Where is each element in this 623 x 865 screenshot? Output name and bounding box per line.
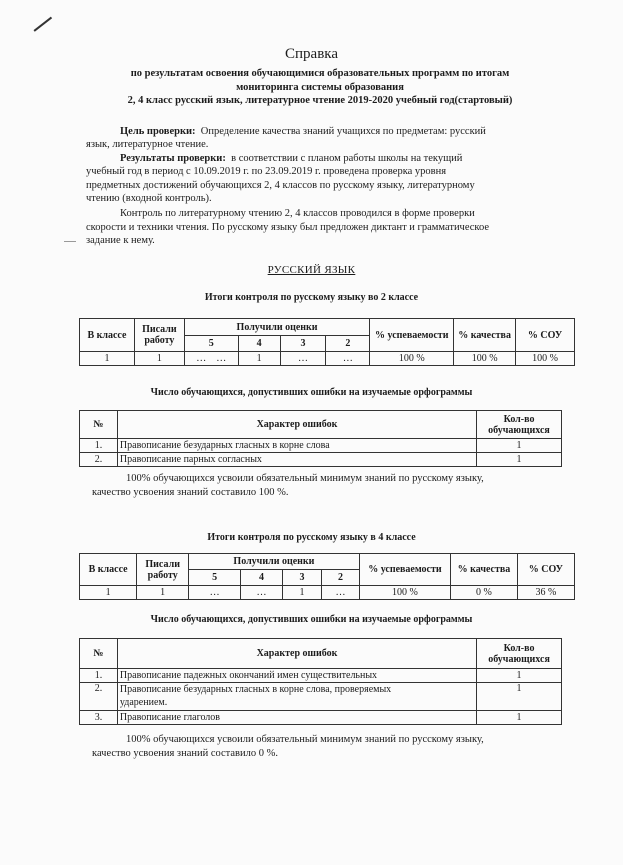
- col-success: % успеваемости: [370, 319, 454, 352]
- col-grade-3: 3: [280, 336, 326, 352]
- col-type: Характер ошибок: [117, 639, 476, 669]
- cell: 1: [477, 683, 562, 711]
- cell: …: [322, 586, 359, 600]
- cell: 1: [477, 453, 562, 467]
- col-type: Характер ошибок: [117, 411, 476, 439]
- control-paragraph: [86, 207, 489, 248]
- grade2-caption: Итоги контроля по русскому языку во 2 классе: [204, 292, 419, 303]
- col-class: В классе: [80, 319, 135, 352]
- grade4-results-table: [79, 553, 575, 600]
- table-row: [80, 683, 562, 711]
- grade2-errors-caption: Число обучающихся, допустивших ошибки на изучаемые орфограммы: [150, 387, 473, 398]
- cell-part: …: [196, 353, 207, 364]
- col-quality: % качества: [454, 319, 516, 352]
- col-num: №: [80, 411, 118, 439]
- subtitle-line: мониторинга системы образования: [236, 81, 404, 93]
- col-grades: Получили оценки: [184, 319, 369, 336]
- cell: 3.: [80, 711, 118, 725]
- col-sou: % СОУ: [516, 319, 575, 352]
- summary-line: качество усвоения знаний составило 100 %.: [92, 486, 289, 498]
- summary-line: 100% обучающихся усвоили обязательный минимум знаний по русскому языку,: [126, 473, 484, 484]
- cell: 1: [137, 586, 189, 600]
- grade2-summary: [92, 472, 484, 499]
- results-text-line: чтению (входной контроль).: [86, 193, 212, 204]
- table-row: [80, 669, 562, 683]
- table-row: [80, 711, 562, 725]
- header-row: [80, 319, 575, 336]
- cell: 0 %: [451, 586, 518, 600]
- control-text-line: задание к нему.: [86, 235, 155, 246]
- col-grade-4: 4: [241, 570, 283, 586]
- col-grade-5: 5: [184, 336, 238, 352]
- col-grade-4: 4: [238, 336, 280, 352]
- col-wrote: Писали работу: [137, 554, 189, 586]
- cell: 2.: [80, 453, 118, 467]
- col-grade-2: 2: [326, 336, 370, 352]
- cell: 1.: [80, 439, 118, 453]
- results-label: Результаты проверки:: [120, 153, 226, 164]
- control-text-line: Контроль по литературному чтению 2, 4 классов проводился в форме проверки: [120, 208, 475, 219]
- cell: 2.: [80, 683, 118, 711]
- col-wrote: Писали работу: [134, 319, 184, 352]
- goal-text: Определение качества знаний учащихся по предметам: русский: [200, 126, 486, 137]
- grade4-summary: [92, 733, 484, 760]
- col-count: Кол-во обучающихся: [477, 639, 562, 669]
- header-row: [80, 554, 575, 570]
- cell: 36 %: [517, 586, 574, 600]
- col-quality: % качества: [451, 554, 518, 586]
- grade4-errors-table: [79, 638, 562, 725]
- table-row: [80, 352, 575, 366]
- table-row: [80, 586, 575, 600]
- cell: 100 %: [454, 352, 516, 366]
- cell: Правописание падежных окончаний имен существительных: [117, 669, 476, 683]
- pen-mark: [34, 17, 52, 32]
- cell: 100 %: [370, 352, 454, 366]
- table-row: [80, 453, 562, 467]
- cell-part: …: [216, 353, 227, 364]
- cell: [184, 352, 238, 366]
- grade2-errors-table: [79, 410, 562, 467]
- table-row: [80, 439, 562, 453]
- results-text: в соответствии с планом работы школы на текущий: [231, 153, 463, 164]
- grade2-results-table: [79, 318, 575, 366]
- section-title: РУССКИЙ ЯЗЫК: [267, 264, 356, 276]
- grade4-caption: Итоги контроля по русскому языку в 4 классе: [207, 532, 416, 543]
- results-text-line: учебный год в период с 10.09.2019 г. по 23.09.2019 г. проведена проверка уровня: [86, 166, 447, 177]
- page-title: Справка: [285, 46, 338, 62]
- cell: 1: [477, 669, 562, 683]
- cell: 1: [477, 711, 562, 725]
- header-row: [80, 411, 562, 439]
- col-class: В классе: [80, 554, 137, 586]
- cell: 1: [134, 352, 184, 366]
- results-paragraph: [86, 165, 475, 206]
- col-grades: Получили оценки: [189, 554, 360, 570]
- col-grade-2: 2: [322, 570, 359, 586]
- margin-dash: [64, 241, 76, 242]
- header-row: [80, 639, 562, 669]
- cell: 1: [282, 586, 322, 600]
- results-text-line: предметных достижений обучающихся 2, 4 классов по русскому языку, литературному: [86, 179, 475, 191]
- results-line: [120, 152, 462, 166]
- cell: 1: [80, 586, 137, 600]
- cell: …: [241, 586, 283, 600]
- col-grade-3: 3: [282, 570, 322, 586]
- col-count: Кол-во обучающихся: [477, 411, 562, 439]
- summary-line: качество усвоения знаний составило 0 %.: [92, 747, 278, 759]
- subtitle-line: по результатам освоения обучающимися образовательных программ по итогам: [130, 68, 510, 79]
- col-grade-5: 5: [189, 570, 241, 586]
- cell: …: [189, 586, 241, 600]
- goal-label: Цель проверки:: [120, 126, 196, 137]
- grade4-errors-caption: Число обучающихся, допустивших ошибки на изучаемые орфограммы: [150, 614, 473, 625]
- col-sou: % СОУ: [517, 554, 574, 586]
- cell: 1: [80, 352, 135, 366]
- cell: …: [280, 352, 326, 366]
- goal-line: [120, 125, 486, 139]
- control-text-line: скорости и техники чтения. По русскому языку был предложен диктант и грамматическое: [86, 221, 490, 233]
- subtitle-line: 2, 4 класс русский язык, литературное чтение 2019-2020 учебный год(стартовый): [127, 95, 513, 106]
- goal-text-cont: язык, литературное чтение.: [86, 139, 209, 150]
- col-num: №: [80, 639, 118, 669]
- cell: Правописание парных согласных: [117, 453, 476, 467]
- cell: 1.: [80, 669, 118, 683]
- page-subtitle: [60, 67, 580, 108]
- cell: Правописание глаголов: [117, 711, 476, 725]
- cell: 100 %: [516, 352, 575, 366]
- cell: 1: [477, 439, 562, 453]
- col-success: % успеваемости: [359, 554, 451, 586]
- cell: 1: [238, 352, 280, 366]
- cell: 100 %: [359, 586, 451, 600]
- cell: …: [326, 352, 370, 366]
- summary-line: 100% обучающихся усвоили обязательный минимум знаний по русскому языку,: [126, 734, 484, 745]
- cell: Правописание безударных гласных в корне слова, проверяемых ударением.: [117, 683, 476, 711]
- cell: Правописание безударных гласных в корне слова: [117, 439, 476, 453]
